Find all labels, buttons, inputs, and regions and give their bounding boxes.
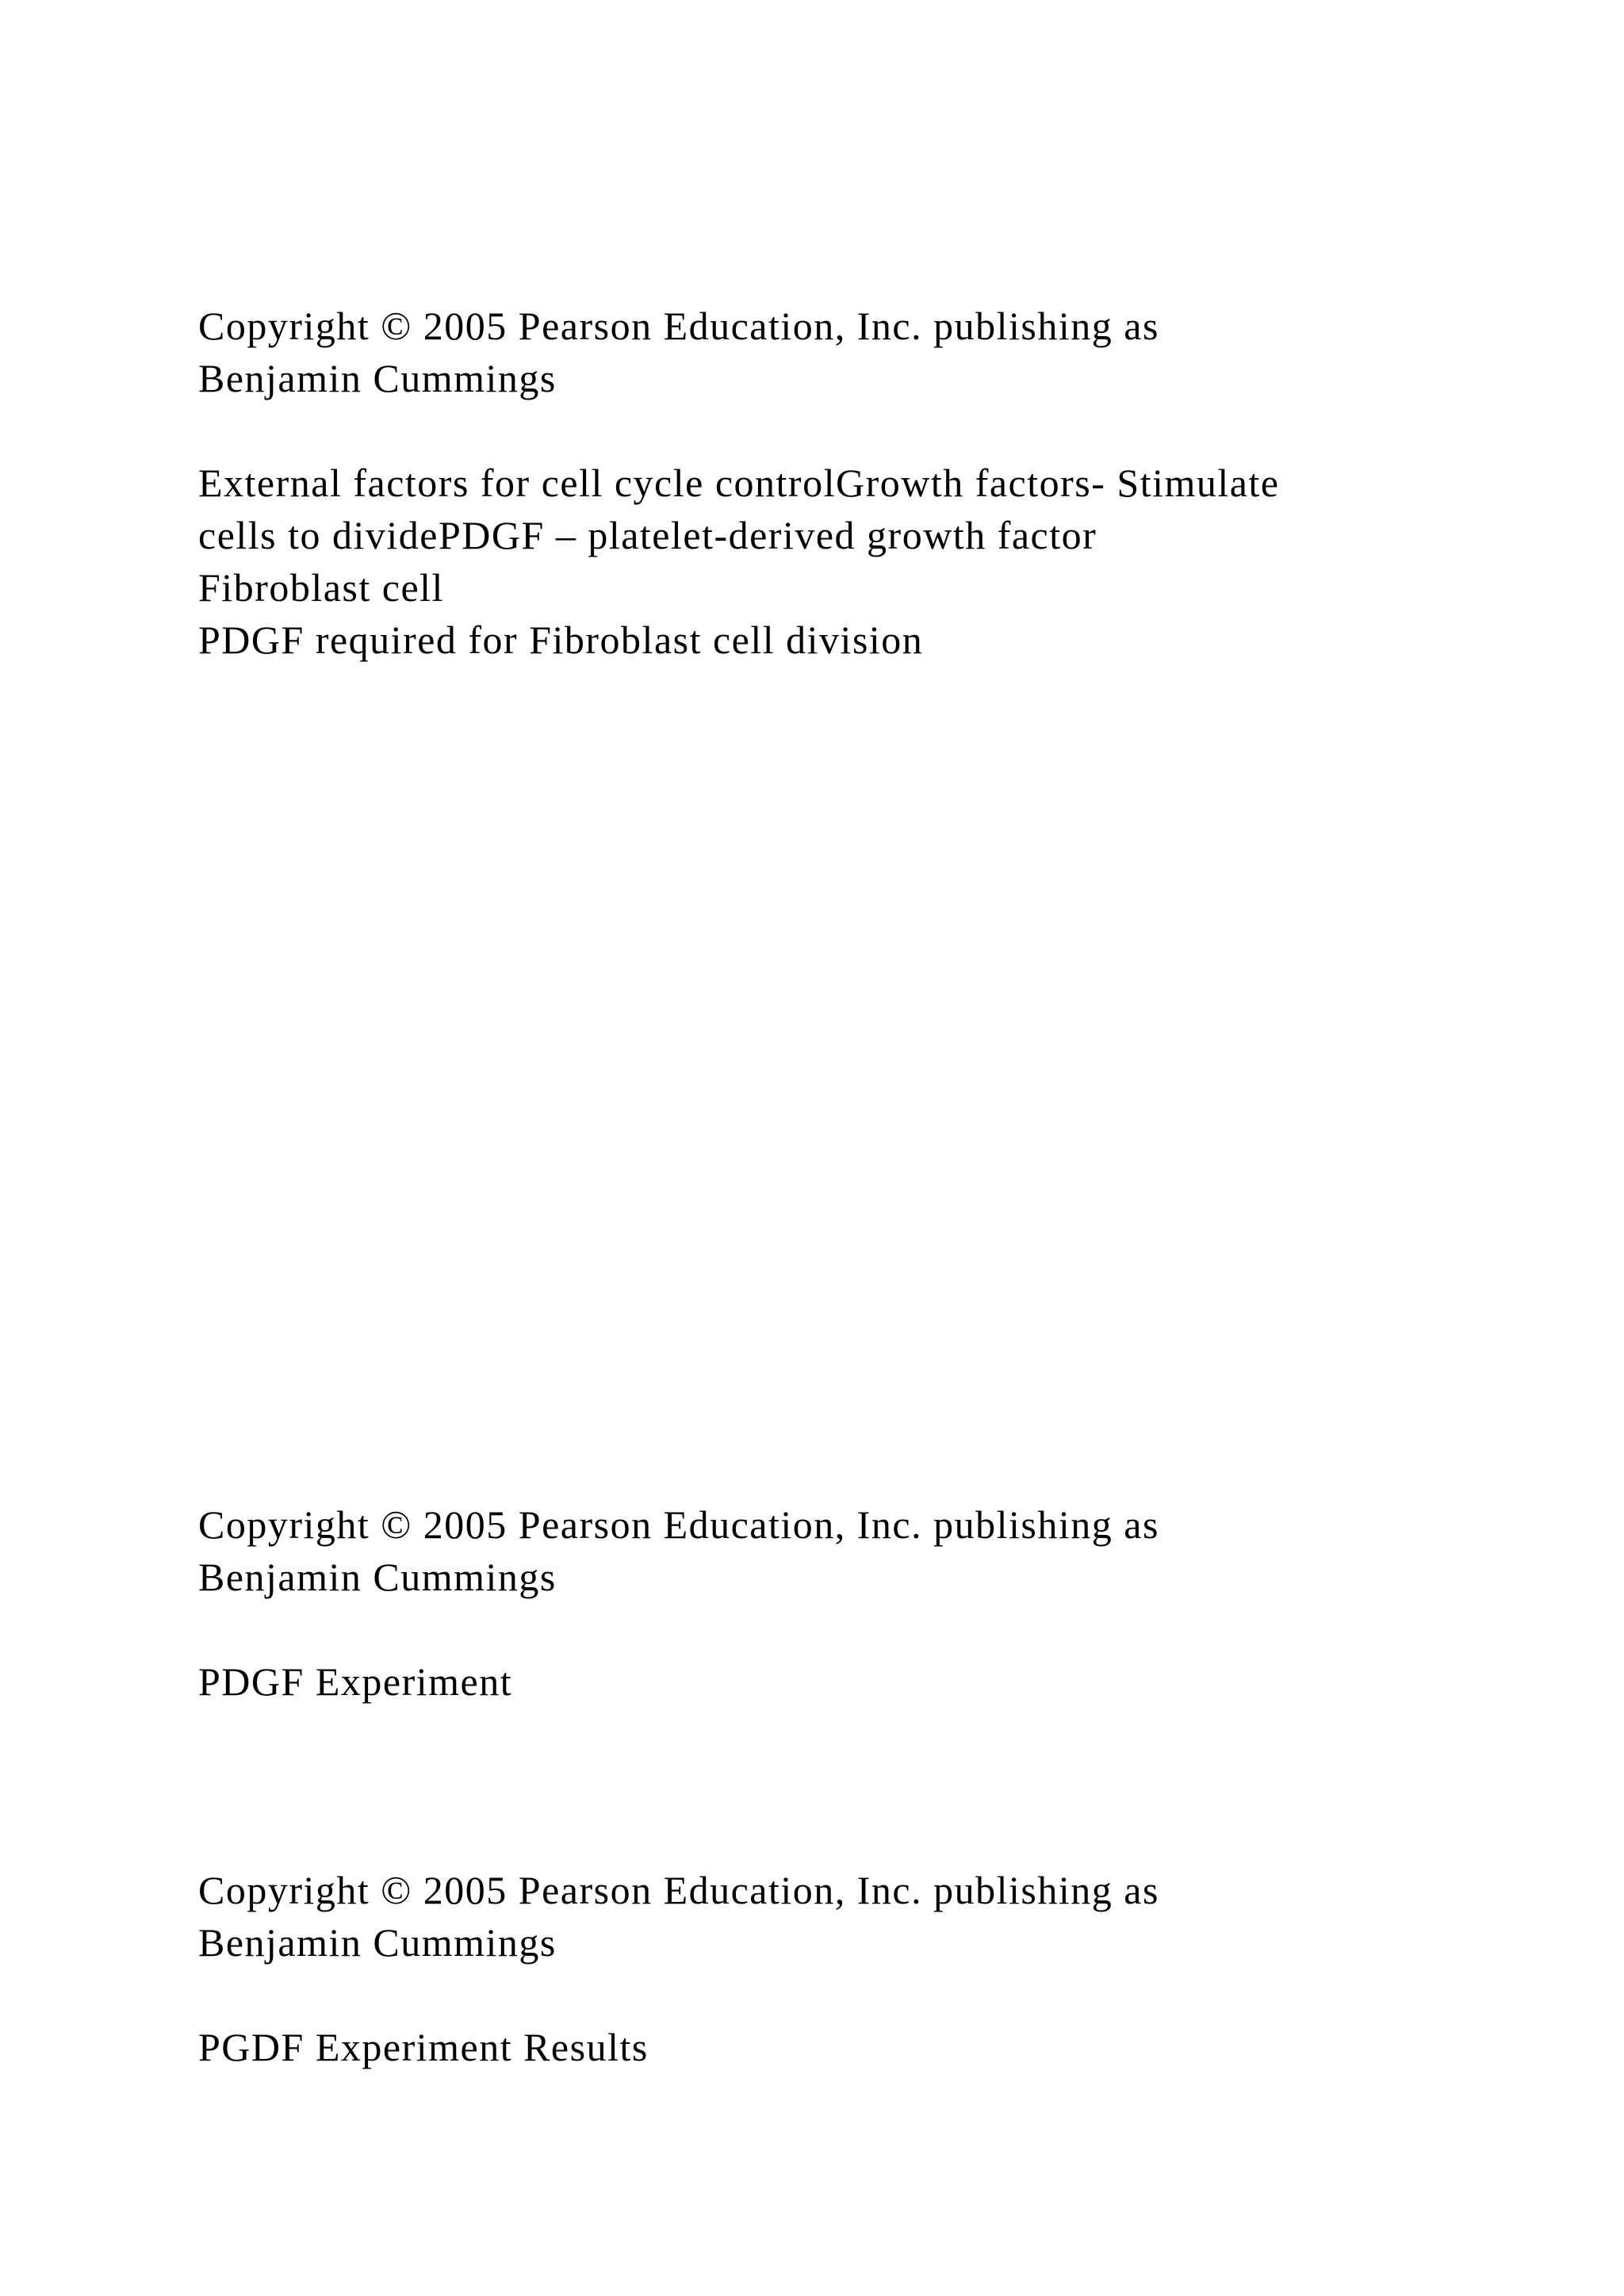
section-heading: PGDF Experiment Results bbox=[198, 2025, 649, 2069]
copyright-publisher: Benjamin Cummings bbox=[198, 1920, 557, 1965]
copyright-publisher: Benjamin Cummings bbox=[198, 1555, 557, 1599]
body-text-line: Fibroblast cell bbox=[198, 565, 444, 610]
body-text-line: cells to dividePDGF – platelet-derived growth factor bbox=[198, 513, 1097, 557]
body-text-line: PDGF required for Fibroblast cell division bbox=[198, 618, 924, 662]
copyright-line: Copyright © 2005 Pearson Education, Inc. publishing as bbox=[198, 1868, 1159, 1912]
copyright-publisher: Benjamin Cummings bbox=[198, 356, 557, 400]
section-heading: PDGF Experiment bbox=[198, 1659, 513, 1704]
copyright-line: Copyright © 2005 Pearson Education, Inc. publishing as bbox=[198, 304, 1159, 348]
copyright-line: Copyright © 2005 Pearson Education, Inc. publishing as bbox=[198, 1502, 1159, 1547]
body-text-line: External factors for cell cycle controlGrowth factors- Stimulate bbox=[198, 461, 1280, 505]
